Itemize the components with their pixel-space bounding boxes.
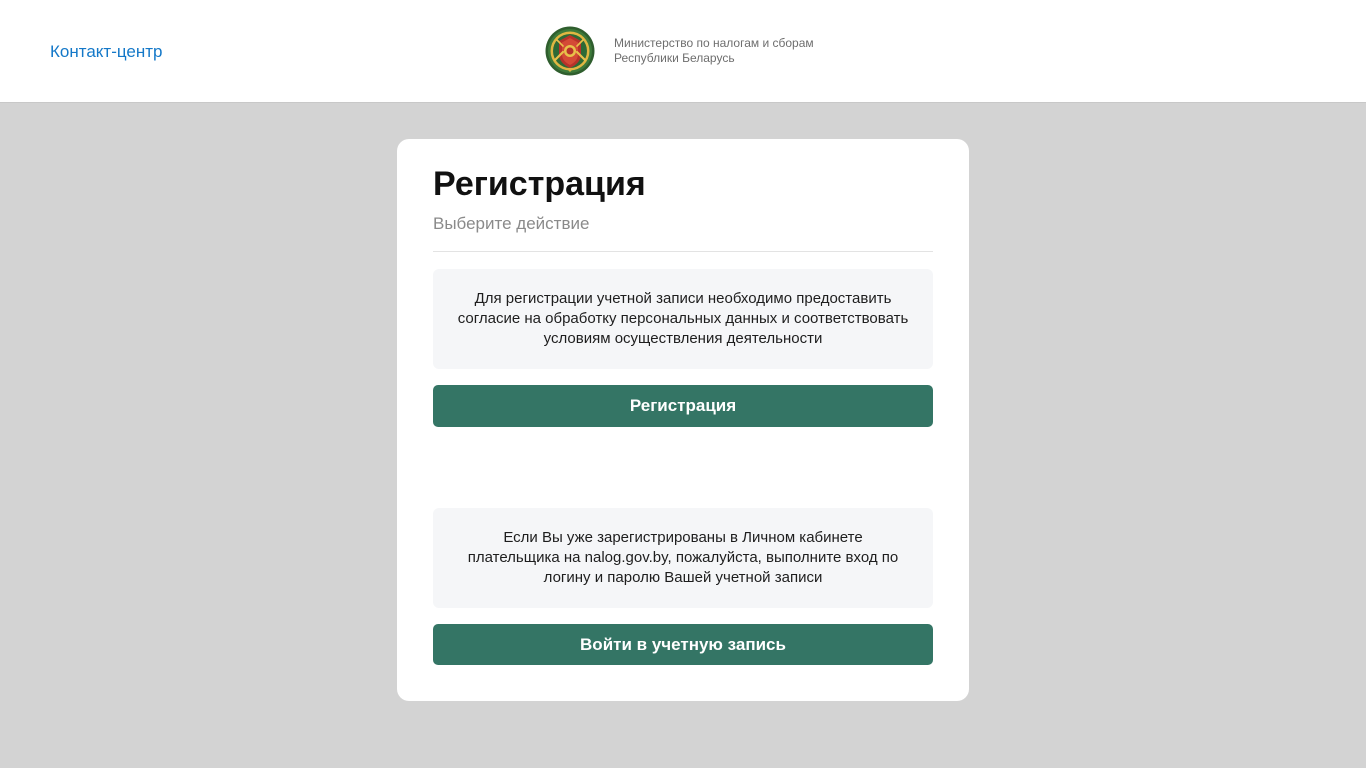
ministry-emblem-icon (545, 26, 595, 76)
page-title: Регистрация (433, 165, 646, 203)
login-button[interactable]: Войти в учетную запись (433, 624, 933, 665)
ministry-name-line2: Республики Беларусь (614, 51, 735, 65)
contact-center-link[interactable]: Контакт-центр (50, 42, 163, 61)
ministry-name-line1: Министерство по налогам и сборам (614, 36, 814, 50)
ministry-name (614, 36, 814, 66)
login-info-text: Если Вы уже зарегистрированы в Личном кабинете плательщика на nalog.gov.by, пожалуйста, выполните вход по логину и паролю Вашей учетной записи (467, 529, 899, 586)
page-subtitle: Выберите действие (433, 214, 590, 233)
title-divider (433, 251, 933, 252)
site-header (0, 0, 1366, 103)
login-info-box (433, 508, 933, 608)
registration-button[interactable]: Регистрация (433, 385, 933, 427)
registration-card (397, 139, 969, 701)
ministry-brand[interactable] (545, 26, 814, 76)
registration-info-text: Для регистрации учетной записи необходимо предоставить согласие на обработку персональных данных и соответствовать условиям осуществления деятельности (457, 290, 909, 347)
registration-info-box (433, 269, 933, 369)
